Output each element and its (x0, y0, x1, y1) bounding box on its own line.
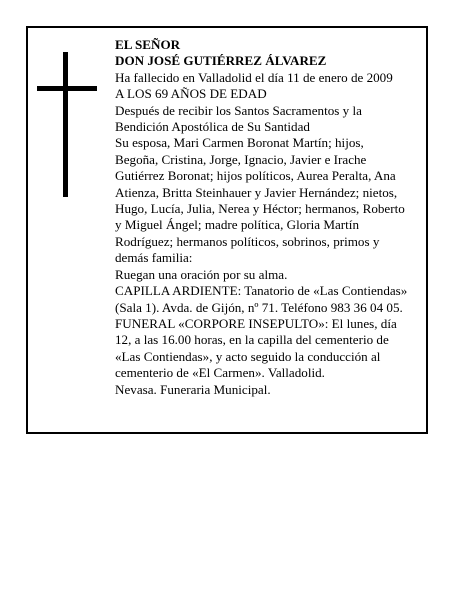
obituary-heading: EL SEÑOR (115, 37, 181, 52)
obituary-text (115, 37, 427, 398)
body-line: Después de recibir los Santos Sacramentos y la (115, 102, 362, 118)
body-line: cementerio de «El Carmen». Valladolid. (115, 365, 325, 381)
body-line: Nevasa. Funeraria Municipal. (115, 381, 271, 397)
body-line: Gutiérrez Boronat; hijos políticos, Aurea Peralta, Ana (115, 168, 396, 184)
body-line: Begoña, Cristina, Jorge, Ignacio, Javier e Irache (115, 151, 367, 167)
body-line: FUNERAL «CORPORE INSEPULTO»: El lunes, día (115, 315, 397, 331)
death-date-line: Ha fallecido en Valladolid el día 11 de enero de 2009 (115, 69, 393, 85)
body-line: y Miguel Ángel; madre política, Gloria Martín (115, 217, 359, 233)
body-line: CAPILLA ARDIENTE: Tanatorio de «Las Contiendas» (115, 283, 408, 299)
cross-icon-horizontal-bar (37, 86, 97, 91)
body-line: (Sala 1). Avda. de Gijón, nº 71. Teléfono 983 36 04 05. (115, 299, 403, 315)
body-line: Su esposa, Mari Carmen Boronat Martín; hijos, (115, 135, 364, 151)
body-line: Hugo, Lucía, Julia, Nerea y Héctor; hermanos, Roberto (115, 201, 405, 217)
body-line: 12, a las 16.00 horas, en la capilla del cementerio de (115, 332, 389, 348)
age-line: A LOS 69 AÑOS DE EDAD (115, 86, 267, 102)
deceased-name: DON JOSÉ GUTIÉRREZ ÁLVAREZ (115, 53, 327, 69)
body-line: demás familia: (115, 250, 193, 266)
body-line: Rodríguez; hermanos políticos, sobrinos, primos y (115, 233, 380, 249)
body-line: «Las Contiendas», y acto seguido la conducción al (115, 348, 381, 364)
body-line: Atienza, Britta Steinhauer y Javier Hernández; nietos, (115, 184, 398, 200)
body-line: Bendición Apostólica de Su Santidad (115, 119, 310, 135)
body-line: Ruegan una oración por su alma. (115, 266, 288, 282)
cross-icon-vertical-bar (63, 52, 68, 197)
